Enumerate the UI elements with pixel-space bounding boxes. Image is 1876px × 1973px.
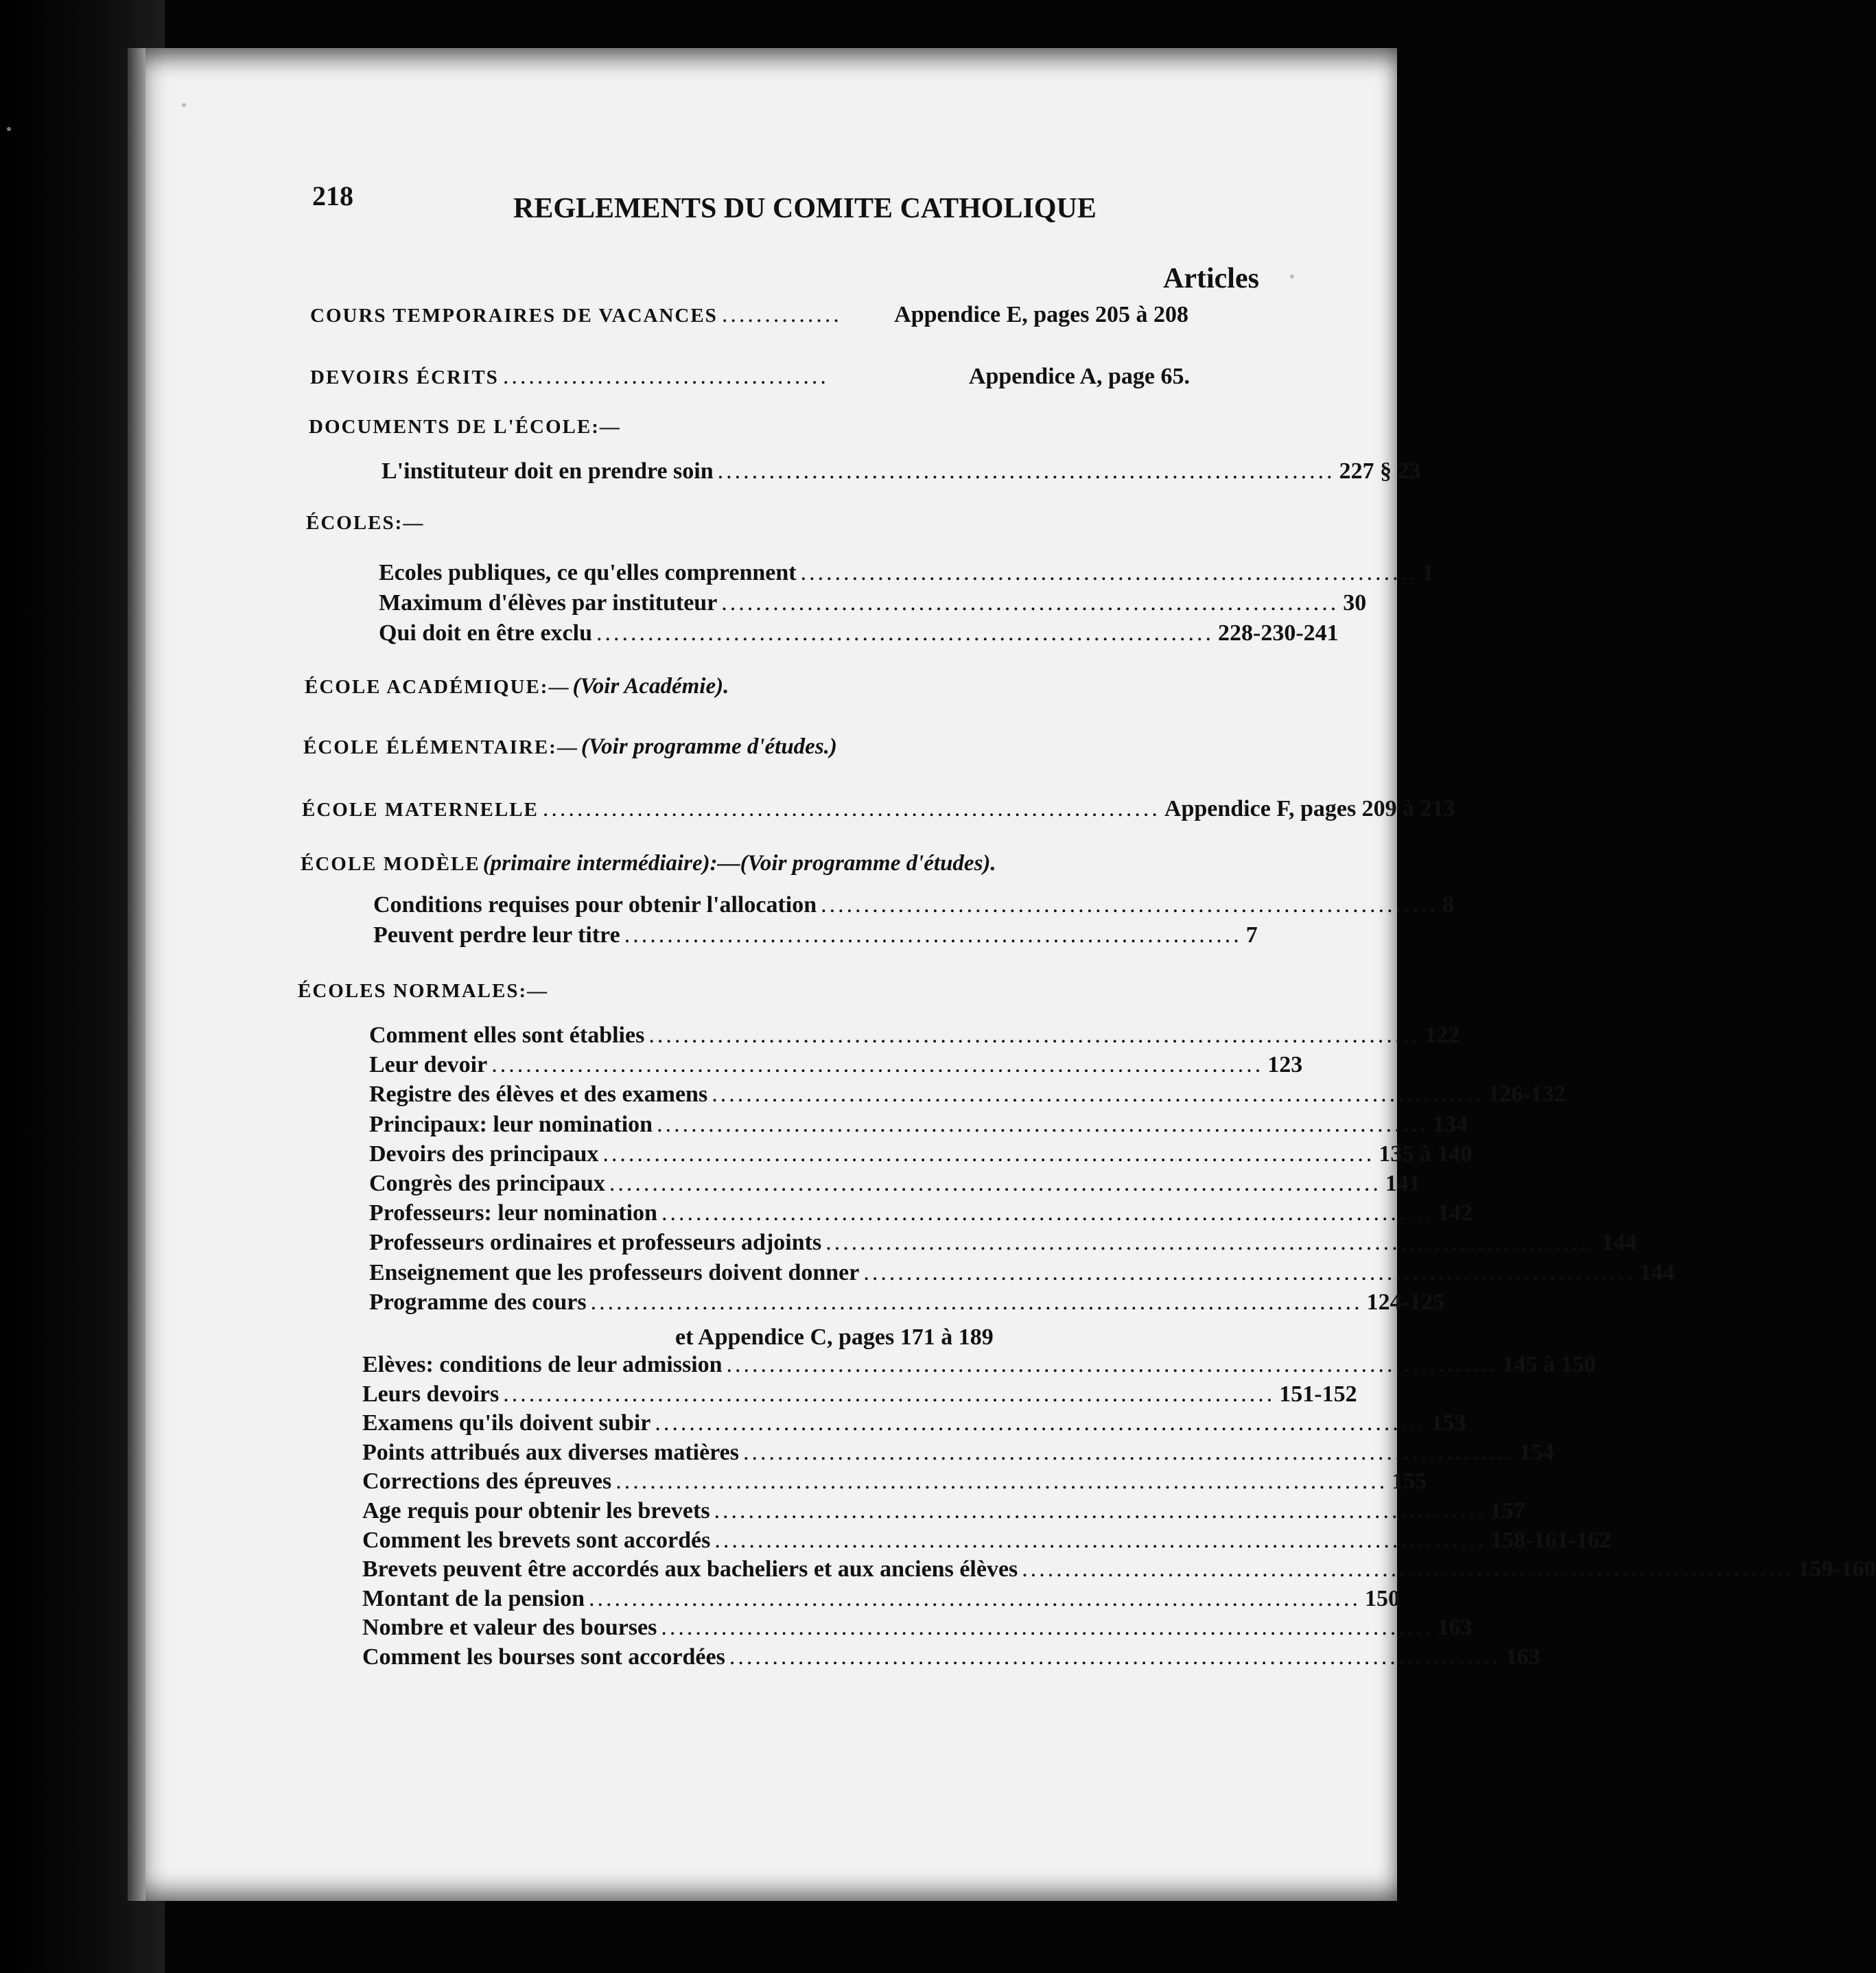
leader-dots: .......................................................................................... — [655, 1410, 1427, 1436]
leader-dots: .......................................................................................... — [714, 1527, 1487, 1553]
list-item — [369, 1023, 1460, 1049]
list-item — [362, 1410, 1466, 1436]
item-number: 122 — [1424, 1023, 1460, 1048]
leader-dots: .......................................................................................... — [661, 1615, 1433, 1641]
list-item — [369, 1289, 1444, 1316]
item-text: Points attribués aux diverses matières — [362, 1439, 739, 1465]
item-number: 144 — [1602, 1230, 1637, 1256]
item-number: 1 — [1422, 560, 1434, 585]
item-text: Examens qu'ils doivent subir — [362, 1410, 651, 1436]
item-text: Ecoles publiques, ce qu'elles comprennent — [379, 560, 797, 585]
item-number: 7 — [1245, 922, 1258, 948]
leader-dots: .......................................................................................... — [825, 1230, 1598, 1256]
item-number: 157 — [1490, 1498, 1525, 1523]
item-number: 134 — [1433, 1111, 1468, 1137]
scan-speck — [7, 127, 11, 131]
leader-dots: ........................................................................ — [596, 620, 1214, 646]
entry-label: ÉCOLE ÉLÉMENTAIRE:— — [303, 736, 578, 758]
item-number: 163 — [1505, 1644, 1540, 1670]
item-text: Programme des cours — [369, 1289, 587, 1315]
item-text: Comment les bourses sont accordées — [362, 1644, 725, 1670]
list-item — [373, 892, 1455, 918]
item-number: 158-161-162 — [1490, 1527, 1612, 1553]
entry-label: ÉCOLE MODÈLE — [301, 853, 480, 875]
list-item — [362, 1352, 1596, 1378]
leader-dots: .......................................................................................... — [1022, 1556, 1794, 1583]
list-item — [369, 1141, 1473, 1167]
appendix-c-line: et Appendice C, pages 171 à 189 — [675, 1324, 994, 1350]
leader-dots: .......................................................................................... — [742, 1439, 1515, 1465]
item-number: 124-125 — [1366, 1289, 1444, 1315]
entry-ref: Appendice F, pages 209 à 213 — [1164, 796, 1455, 821]
item-text: Conditions requises pour obtenir l'allocation — [373, 892, 817, 918]
section-ecoles-normales: ÉCOLES NORMALES:— — [298, 980, 549, 1002]
item-text: Registre des élèves et des examens — [369, 1082, 708, 1108]
item-number: 155 — [1392, 1469, 1427, 1495]
item-number: 30 — [1343, 590, 1367, 616]
list-item — [382, 458, 1421, 485]
item-text: Congrès des principaux — [369, 1171, 605, 1196]
list-item — [369, 1259, 1675, 1286]
leader-dots: .............. — [721, 302, 842, 327]
entry-note: (Voir Académie). — [572, 674, 729, 699]
item-text: Nombre et valeur des bourses — [362, 1615, 657, 1641]
entry-ecole-maternelle — [302, 796, 1455, 822]
leader-dots: .......................................................................................... — [657, 1111, 1429, 1137]
item-text: Peuvent perdre leur titre — [373, 922, 620, 948]
item-number: 135 à 140 — [1379, 1141, 1473, 1167]
item-text: Brevets peuvent être accordés aux bacheliers et aux anciens élèves — [362, 1556, 1018, 1583]
leader-dots: .......................................................................................... — [648, 1023, 1421, 1048]
entry-label: DEVOIRS ÉCRITS — [310, 366, 499, 388]
entry-cours-temporaires — [310, 302, 1188, 328]
item-number: 142 — [1437, 1200, 1473, 1226]
entry-ecole-academique — [305, 674, 729, 699]
item-number: 159-160 — [1798, 1556, 1876, 1583]
leader-dots: .......................................................................................... — [726, 1352, 1499, 1377]
leader-dots: ........................................................................ — [721, 590, 1339, 616]
running-title: REGLEMENTS DU COMITE CATHOLIQUE — [513, 193, 1097, 224]
item-text: Comment les brevets sont accordés — [362, 1527, 711, 1553]
page-number: 218 — [312, 180, 353, 211]
item-text: Professeurs ordinaires et professeurs adjoints — [369, 1230, 822, 1256]
item-text: Corrections des épreuves — [362, 1469, 612, 1495]
leader-dots: .......................................................................................... — [491, 1052, 1264, 1078]
list-item — [379, 620, 1339, 646]
entry-devoirs-ecrits — [310, 364, 1190, 390]
entry-ref: Appendice A, page 65. — [968, 364, 1190, 389]
item-number: 145 à 150 — [1502, 1352, 1596, 1377]
leader-dots: ...................................... — [502, 364, 829, 389]
entry-ecole-elementaire — [303, 734, 837, 760]
list-item — [362, 1527, 1612, 1554]
list-item — [373, 922, 1258, 948]
list-item — [362, 1469, 1427, 1495]
column-heading: Articles — [1163, 263, 1259, 294]
item-text: L'instituteur doit en prendre soin — [382, 458, 714, 484]
leader-dots: .......................................................................................... — [729, 1644, 1501, 1670]
list-item — [369, 1230, 1637, 1256]
entry-ref: Appendice E, pages 205 à 208 — [894, 302, 1188, 327]
item-text: Comment elles sont établies — [369, 1023, 645, 1048]
list-item — [362, 1644, 1540, 1670]
item-number: 227 § 23 — [1339, 458, 1421, 484]
list-item — [362, 1381, 1357, 1408]
leader-dots: .......................................................................................... — [503, 1381, 1276, 1407]
leader-dots: .......................................................................................... — [714, 1498, 1486, 1523]
item-text: Professeurs: leur nomination — [369, 1200, 657, 1226]
list-item — [362, 1615, 1473, 1641]
scan-speck — [1290, 275, 1294, 279]
item-number: 141 — [1385, 1171, 1420, 1196]
leader-dots: ........................................................................ — [821, 892, 1439, 918]
scan-speck — [182, 103, 186, 107]
item-number: 154 — [1519, 1439, 1554, 1465]
item-number: 151-152 — [1279, 1381, 1357, 1407]
leader-dots: ........................................................................ — [800, 560, 1418, 585]
item-text: Montant de la pension — [362, 1585, 585, 1611]
item-number: 153 — [1431, 1410, 1466, 1436]
item-number: 123 — [1267, 1052, 1303, 1078]
item-text: Leurs devoirs — [362, 1381, 500, 1407]
list-item — [369, 1171, 1420, 1197]
item-number: 8 — [1442, 892, 1455, 918]
item-text: Maximum d'élèves par instituteur — [379, 590, 718, 616]
list-item — [379, 590, 1367, 616]
entry-ecole-modele — [301, 851, 996, 876]
item-number: 144 — [1639, 1259, 1675, 1285]
item-text: Qui doit en être exclu — [379, 620, 592, 646]
leader-dots: .......................................................................................... — [661, 1200, 1433, 1226]
list-item — [362, 1556, 1876, 1583]
entry-note: (primaire intermédiaire):—(Voir programme d'études). — [482, 851, 996, 876]
leader-dots: .......................................................................................... — [602, 1141, 1375, 1167]
section-ecoles: ÉCOLES:— — [306, 512, 425, 534]
leader-dots: .......................................................................................... — [863, 1259, 1636, 1285]
leader-dots: ........................................................................ — [624, 922, 1242, 948]
item-number: 228-230-241 — [1218, 620, 1339, 646]
entry-label: ÉCOLE MATERNELLE — [302, 799, 539, 821]
list-item — [369, 1111, 1468, 1138]
entry-label: COURS TEMPORAIRES DE VACANCES — [310, 305, 718, 327]
leader-dots: .......................................................................................... — [615, 1469, 1388, 1495]
list-item — [369, 1052, 1303, 1078]
section-documents: DOCUMENTS DE L'ÉCOLE:— — [309, 416, 621, 438]
item-text: Age requis pour obtenir les brevets — [362, 1498, 710, 1523]
entry-note: (Voir programme d'études.) — [581, 734, 837, 759]
item-text: Enseignement que les professeurs doivent donner — [369, 1259, 860, 1285]
item-text: Leur devoir — [369, 1052, 488, 1078]
entry-label: ÉCOLE ACADÉMIQUE:— — [305, 676, 570, 698]
page-edge-shadow — [128, 48, 145, 1901]
leader-dots: .......................................................................................... — [589, 1585, 1361, 1611]
list-item — [362, 1585, 1400, 1612]
leader-dots: ........................................................................ — [717, 458, 1335, 484]
item-number: 150 — [1365, 1585, 1400, 1611]
list-item — [362, 1498, 1525, 1524]
list-item — [369, 1082, 1566, 1108]
list-item — [369, 1200, 1473, 1226]
item-text: Principaux: leur nomination — [369, 1111, 653, 1137]
leader-dots: .......................................................................................... — [590, 1289, 1363, 1315]
leader-dots: .......................................................................................... — [609, 1171, 1381, 1196]
item-number: 126-132 — [1488, 1082, 1566, 1108]
item-number: 163 — [1437, 1615, 1473, 1641]
list-item — [362, 1439, 1554, 1466]
item-text: Devoirs des principaux — [369, 1141, 599, 1167]
list-item — [379, 560, 1434, 586]
item-text: Elèves: conditions de leur admission — [362, 1352, 723, 1377]
leader-dots: .......................................................................................... — [712, 1082, 1484, 1108]
leader-dots: ........................................................................ — [542, 796, 1160, 821]
